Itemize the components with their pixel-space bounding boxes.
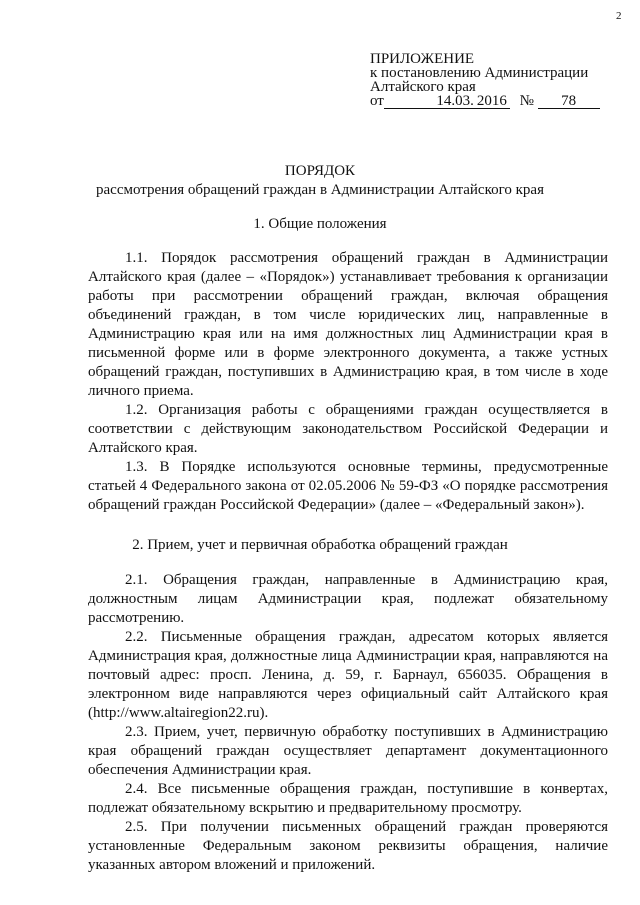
paragraph-2-5: 2.5. При получении письменных обращений граждан проверяются установленные Федеральным законом реквизиты обращения, наличие указанных автором вложений и приложений. [88, 819, 608, 873]
document-subtitle: рассмотрения обращений граждан в Администрации Алтайского края [96, 182, 544, 198]
annex-date-line [370, 94, 600, 109]
annex-line-1: к постановлению Администрации [370, 65, 589, 81]
paragraph-1-1: 1.1. Порядок рассмотрения обращений граждан в Администрации Алтайского края (далее – «Порядок») устанавливает требования к организации работы при рассмотрении обращений граждан, включая обращения объединений граждан, в том числе юридических лиц, направленные в Администрацию края или на имя должностных лиц Администрации края в письменной форме или в форме электронного документа, а также устных обращений граждан, поступивших в Администрацию края, в том числе в ходе личного приема. [88, 250, 608, 399]
annex-line-2: Алтайского края [370, 79, 476, 95]
annex-title: ПРИЛОЖЕНИЕ [370, 51, 475, 67]
page-number: 2 [616, 10, 622, 22]
paragraph-1-2: 1.2. Организация работы с обращениями граждан осуществляется в соответствии с действующим законодательством Российской Федерации и Алтайского края. [88, 402, 608, 456]
paragraph-1-3: 1.3. В Порядке используются основные термины, предусмотренные статьей 4 Федерального закона от 02.05.2006 № 59-ФЗ «О порядке рассмотрения обращений граждан Российской Федерации» (далее – «Федеральный закон»). [88, 459, 608, 513]
paragraph-2-2: 2.2. Письменные обращения граждан, адресатом которых является Администрация края, должностные лица Администрации края, направляются на почтовый адрес: просп. Ленина, д. 59, г. Барнаул, 656035. Обращения в электронном виде направляются через официальный сайт Алтайского края (http://www.altairegion22.ru). [88, 629, 608, 721]
date-prefix: от [370, 93, 384, 109]
paragraph-2-4: 2.4. Все письменные обращения граждан, поступившие в конвертах, подлежат обязательному вскрытию и предварительному просмотру. [88, 781, 608, 816]
document-title: ПОРЯДОК [284, 163, 356, 179]
paragraph-2-3: 2.3. Прием, учет, первичную обработку поступивших в Администрацию края обращений граждан осуществляет департамент документационного обеспечения Администрации края. [88, 724, 608, 778]
number-field: 78 [538, 95, 600, 109]
annex-block [370, 52, 600, 109]
number-prefix: № [519, 93, 534, 109]
date-field: 14.03. [384, 95, 474, 109]
section-2-heading: 2. Прием, учет и первичная обработка обращений граждан [132, 537, 508, 553]
section-1-heading: 1. Общие положения [253, 216, 387, 232]
paragraph-2-1: 2.1. Обращения граждан, направленные в Администрацию края, должностным лицам Администрации края, подлежат обязательному рассмотрению. [88, 572, 608, 626]
year-field: 2016 [474, 95, 510, 109]
